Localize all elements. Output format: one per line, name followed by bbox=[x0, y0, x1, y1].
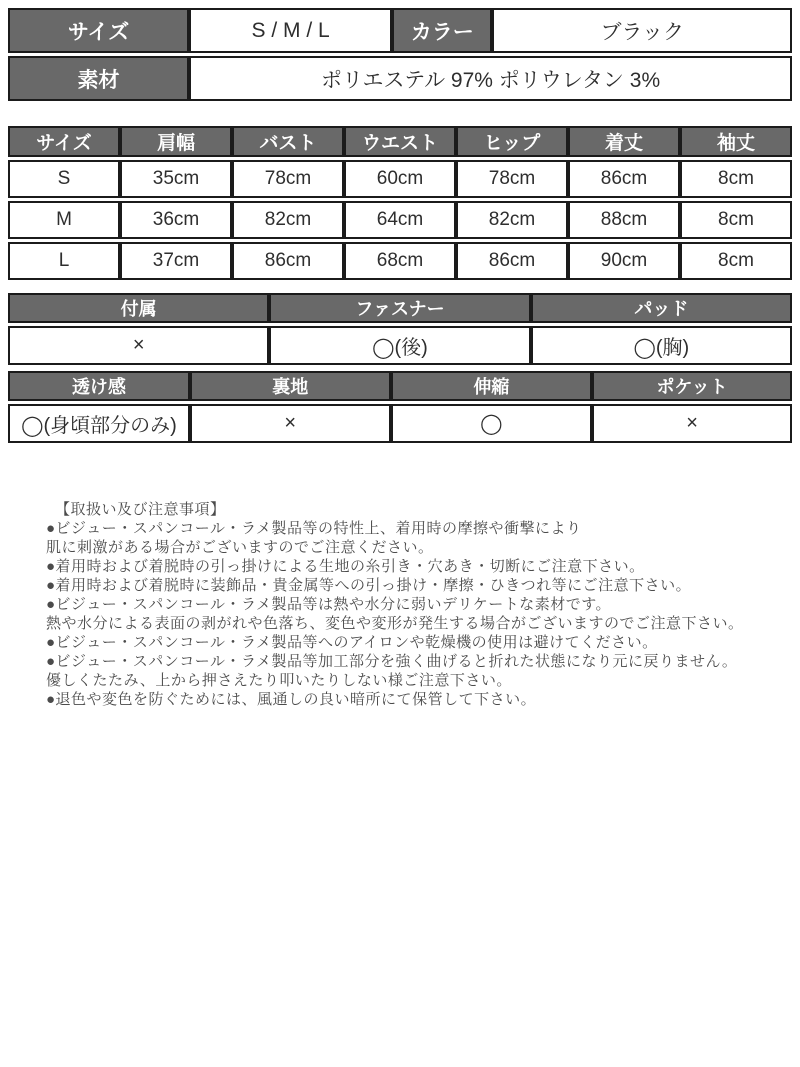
measurements-header-row bbox=[8, 126, 792, 157]
col-header-shoulder: 肩幅 bbox=[120, 126, 232, 157]
cell-shoulder: 36cm bbox=[120, 201, 232, 239]
spec-row-size-color bbox=[8, 8, 792, 53]
cell-length: 88cm bbox=[568, 201, 680, 239]
attributes-value-row-2 bbox=[8, 404, 792, 443]
note-line: 優しくたたみ、上から押さえたり叩いたりしない様ご注意下さい。 bbox=[46, 672, 512, 689]
cell-stretch-value: ◯ bbox=[391, 404, 592, 443]
col-header-size: サイズ bbox=[8, 126, 120, 157]
cell-hip: 82cm bbox=[456, 201, 568, 239]
cell-lining-value: × bbox=[190, 404, 391, 443]
cell-size: M bbox=[8, 201, 120, 239]
cell-shoulder: 37cm bbox=[120, 242, 232, 280]
note-line: ●ビジュー・スパンコール・ラメ製品等へのアイロンや乾燥機の使用は避けてください。 bbox=[46, 634, 658, 651]
cell-sheerness-value: ◯(身頃部分のみ) bbox=[8, 404, 190, 443]
cell-hip: 78cm bbox=[456, 160, 568, 198]
material-value-cell: ポリエステル 97% ポリウレタン 3% bbox=[189, 56, 792, 101]
note-line: ●ビジュー・スパンコール・ラメ製品等の特性上、着用時の摩擦や衝撃により bbox=[46, 520, 582, 537]
cell-length: 86cm bbox=[568, 160, 680, 198]
col-header-fastener: ファスナー bbox=[269, 293, 530, 323]
care-notes bbox=[46, 500, 782, 709]
color-label-cell: カラー bbox=[392, 8, 492, 53]
col-header-length: 着丈 bbox=[568, 126, 680, 157]
cell-shoulder: 35cm bbox=[120, 160, 232, 198]
material-label-cell: 素材 bbox=[8, 56, 189, 101]
col-header-pad: パッド bbox=[531, 293, 792, 323]
cell-accessory-value: × bbox=[8, 326, 269, 365]
cell-sleeve: 8cm bbox=[680, 201, 792, 239]
note-line: ●ビジュー・スパンコール・ラメ製品等加工部分を強く曲げると折れた状態になり元に戻りません。 bbox=[46, 653, 738, 670]
color-value-cell: ブラック bbox=[492, 8, 792, 53]
measurements-row-m bbox=[8, 201, 792, 239]
attributes-header-row-2 bbox=[8, 371, 792, 401]
size-label-cell: サイズ bbox=[8, 8, 189, 53]
size-value-cell: S / M / L bbox=[189, 8, 392, 53]
cell-bust: 82cm bbox=[232, 201, 344, 239]
care-notes-title: 【取扱い及び注意事項】 bbox=[55, 501, 226, 518]
cell-sleeve: 8cm bbox=[680, 160, 792, 198]
cell-pad-value: ◯(胸) bbox=[531, 326, 792, 365]
cell-bust: 86cm bbox=[232, 242, 344, 280]
cell-waist: 68cm bbox=[344, 242, 456, 280]
attributes-table-top bbox=[8, 290, 792, 368]
col-header-waist: ウエスト bbox=[344, 126, 456, 157]
cell-size: L bbox=[8, 242, 120, 280]
cell-pocket-value: × bbox=[592, 404, 792, 443]
col-header-sheerness: 透け感 bbox=[8, 371, 190, 401]
attributes-header-row-1 bbox=[8, 293, 792, 323]
cell-length: 90cm bbox=[568, 242, 680, 280]
note-line: 熱や水分による表面の剥がれや色落ち、変色や変形が発生する場合がございますのでご注意下さい。 bbox=[46, 615, 744, 632]
size-color-material-table bbox=[8, 5, 792, 104]
measurements-table bbox=[8, 123, 792, 283]
attributes-table-bottom bbox=[8, 368, 792, 446]
cell-sleeve: 8cm bbox=[680, 242, 792, 280]
measurements-row-s bbox=[8, 160, 792, 198]
cell-size: S bbox=[8, 160, 120, 198]
cell-bust: 78cm bbox=[232, 160, 344, 198]
note-line: ●退色や変色を防ぐためには、風通しの良い暗所にて保管して下さい。 bbox=[46, 691, 537, 708]
col-header-sleeve: 袖丈 bbox=[680, 126, 792, 157]
col-header-hip: ヒップ bbox=[456, 126, 568, 157]
attributes-value-row-1 bbox=[8, 326, 792, 365]
cell-waist: 60cm bbox=[344, 160, 456, 198]
cell-waist: 64cm bbox=[344, 201, 456, 239]
note-line: ●ビジュー・スパンコール・ラメ製品等は熱や水分に弱いデリケートな素材です。 bbox=[46, 596, 612, 613]
cell-hip: 86cm bbox=[456, 242, 568, 280]
note-line: 肌に刺激がある場合がございますのでご注意ください。 bbox=[46, 539, 434, 556]
cell-fastener-value: ◯(後) bbox=[269, 326, 530, 365]
col-header-bust: バスト bbox=[232, 126, 344, 157]
note-line: ●着用時および着脱時に装飾品・貴金属等への引っ掛け・摩擦・ひきつれ等にご注意下さい。 bbox=[46, 577, 692, 594]
col-header-lining: 裏地 bbox=[190, 371, 391, 401]
col-header-accessory: 付属 bbox=[8, 293, 269, 323]
note-line: ●着用時および着脱時の引っ掛けによる生地の糸引き・穴あき・切断にご注意下さい。 bbox=[46, 558, 645, 575]
measurements-row-l bbox=[8, 242, 792, 280]
col-header-stretch: 伸縮 bbox=[391, 371, 592, 401]
col-header-pocket: ポケット bbox=[592, 371, 792, 401]
spec-row-material bbox=[8, 56, 792, 101]
